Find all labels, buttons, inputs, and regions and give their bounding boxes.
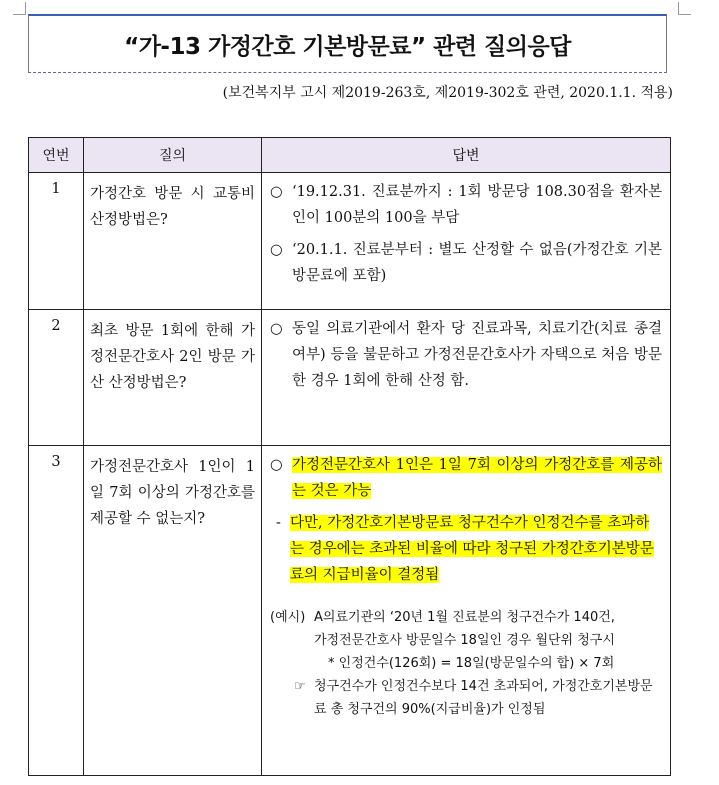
row-number: 2 [29, 310, 84, 446]
example-block [270, 606, 662, 721]
highlighted-answer-text: 가정전문간호사 1인은 1일 7회 이상의 가정간호를 제공하는 것은 가능 [292, 457, 662, 499]
answer-bullet [270, 179, 662, 231]
question-cell: 가정전문간호사 1인이 1일 7회 이상의 가정간호를 제공할 수 없는지? [84, 446, 262, 776]
highlighted-subpoint-text: 다만, 가정간호기본방문료 청구건수가 인정건수를 초과하는 경우에는 초과된 비율에 따라 청구된 가정간호기본방문료의 지급비율이 결정됨 [290, 515, 654, 583]
page-corner-mark-right [678, 2, 691, 15]
pointing-hand-icon: ☞ [294, 679, 306, 694]
answer-bullet [270, 237, 662, 289]
example-line: 가정전문간호사 방문일수 18일인 경우 월단위 청구시 [314, 633, 615, 648]
table-row [29, 446, 671, 776]
document-title: “가-13 가정간호 기본방문료” 관련 질의응답 [28, 14, 667, 73]
example-result: 청구건수가 인정건수보다 14건 초과되어, 가정간호기본방문료 총 청구건의 90%(지급비율)가 인정됨 [314, 679, 653, 717]
table-row [29, 310, 671, 446]
circle-bullet-icon: ○ [270, 184, 283, 200]
header-question: 질의 [84, 138, 262, 173]
answer-text: 동일 의료기관에서 환자 당 진료과목, 치료기간(치료 종결여부) 등을 불문하고 가정전문간호사가 자택으로 처음 방문한 경우 1회에 한해 산정 함. [292, 321, 662, 389]
dash-marker: - [276, 515, 281, 531]
example-label: (예시) [270, 610, 306, 625]
page-corner-mark-left [13, 2, 26, 15]
answer-text: ‘19.12.31. 진료분까지 : 1회 방문당 108.30점을 환자본인이 100분의 100을 부담 [292, 184, 662, 226]
answer-bullet [270, 452, 662, 504]
table-row [29, 173, 671, 310]
qa-table [28, 137, 671, 776]
answer-cell [262, 173, 671, 310]
answer-bullet [270, 316, 662, 394]
question-cell: 최초 방문 1회에 한해 가정전문간호사 2인 방문 가산 산정방법은? [84, 310, 262, 446]
example-calculation: * 인정건수(126회) = 18일(방문일수의 합) × 7회 [328, 656, 615, 671]
table-header-row [29, 138, 671, 173]
header-no: 연번 [29, 138, 84, 173]
answer-text: ‘20.1.1. 진료분부터 : 별도 산정할 수 없음(가정간호 기본방문료에 포함) [292, 242, 662, 284]
circle-bullet-icon: ○ [270, 457, 283, 473]
document-subtitle: (보건복지부 고시 제2019-263호, 제2019-302호 관련, 2020.1.1. 적용) [222, 85, 673, 101]
row-number: 1 [29, 173, 84, 310]
row-number: 3 [29, 446, 84, 776]
header-answer: 답변 [262, 138, 671, 173]
answer-cell [262, 310, 671, 446]
answer-cell [262, 446, 671, 776]
question-cell: 가정간호 방문 시 교통비 산정방법은? [84, 173, 262, 310]
circle-bullet-icon: ○ [270, 242, 283, 258]
example-line: A의료기관의 ‘20년 1월 진료분의 청구건수가 140건, [314, 610, 615, 625]
circle-bullet-icon: ○ [270, 321, 283, 337]
answer-subpoint [270, 510, 662, 588]
